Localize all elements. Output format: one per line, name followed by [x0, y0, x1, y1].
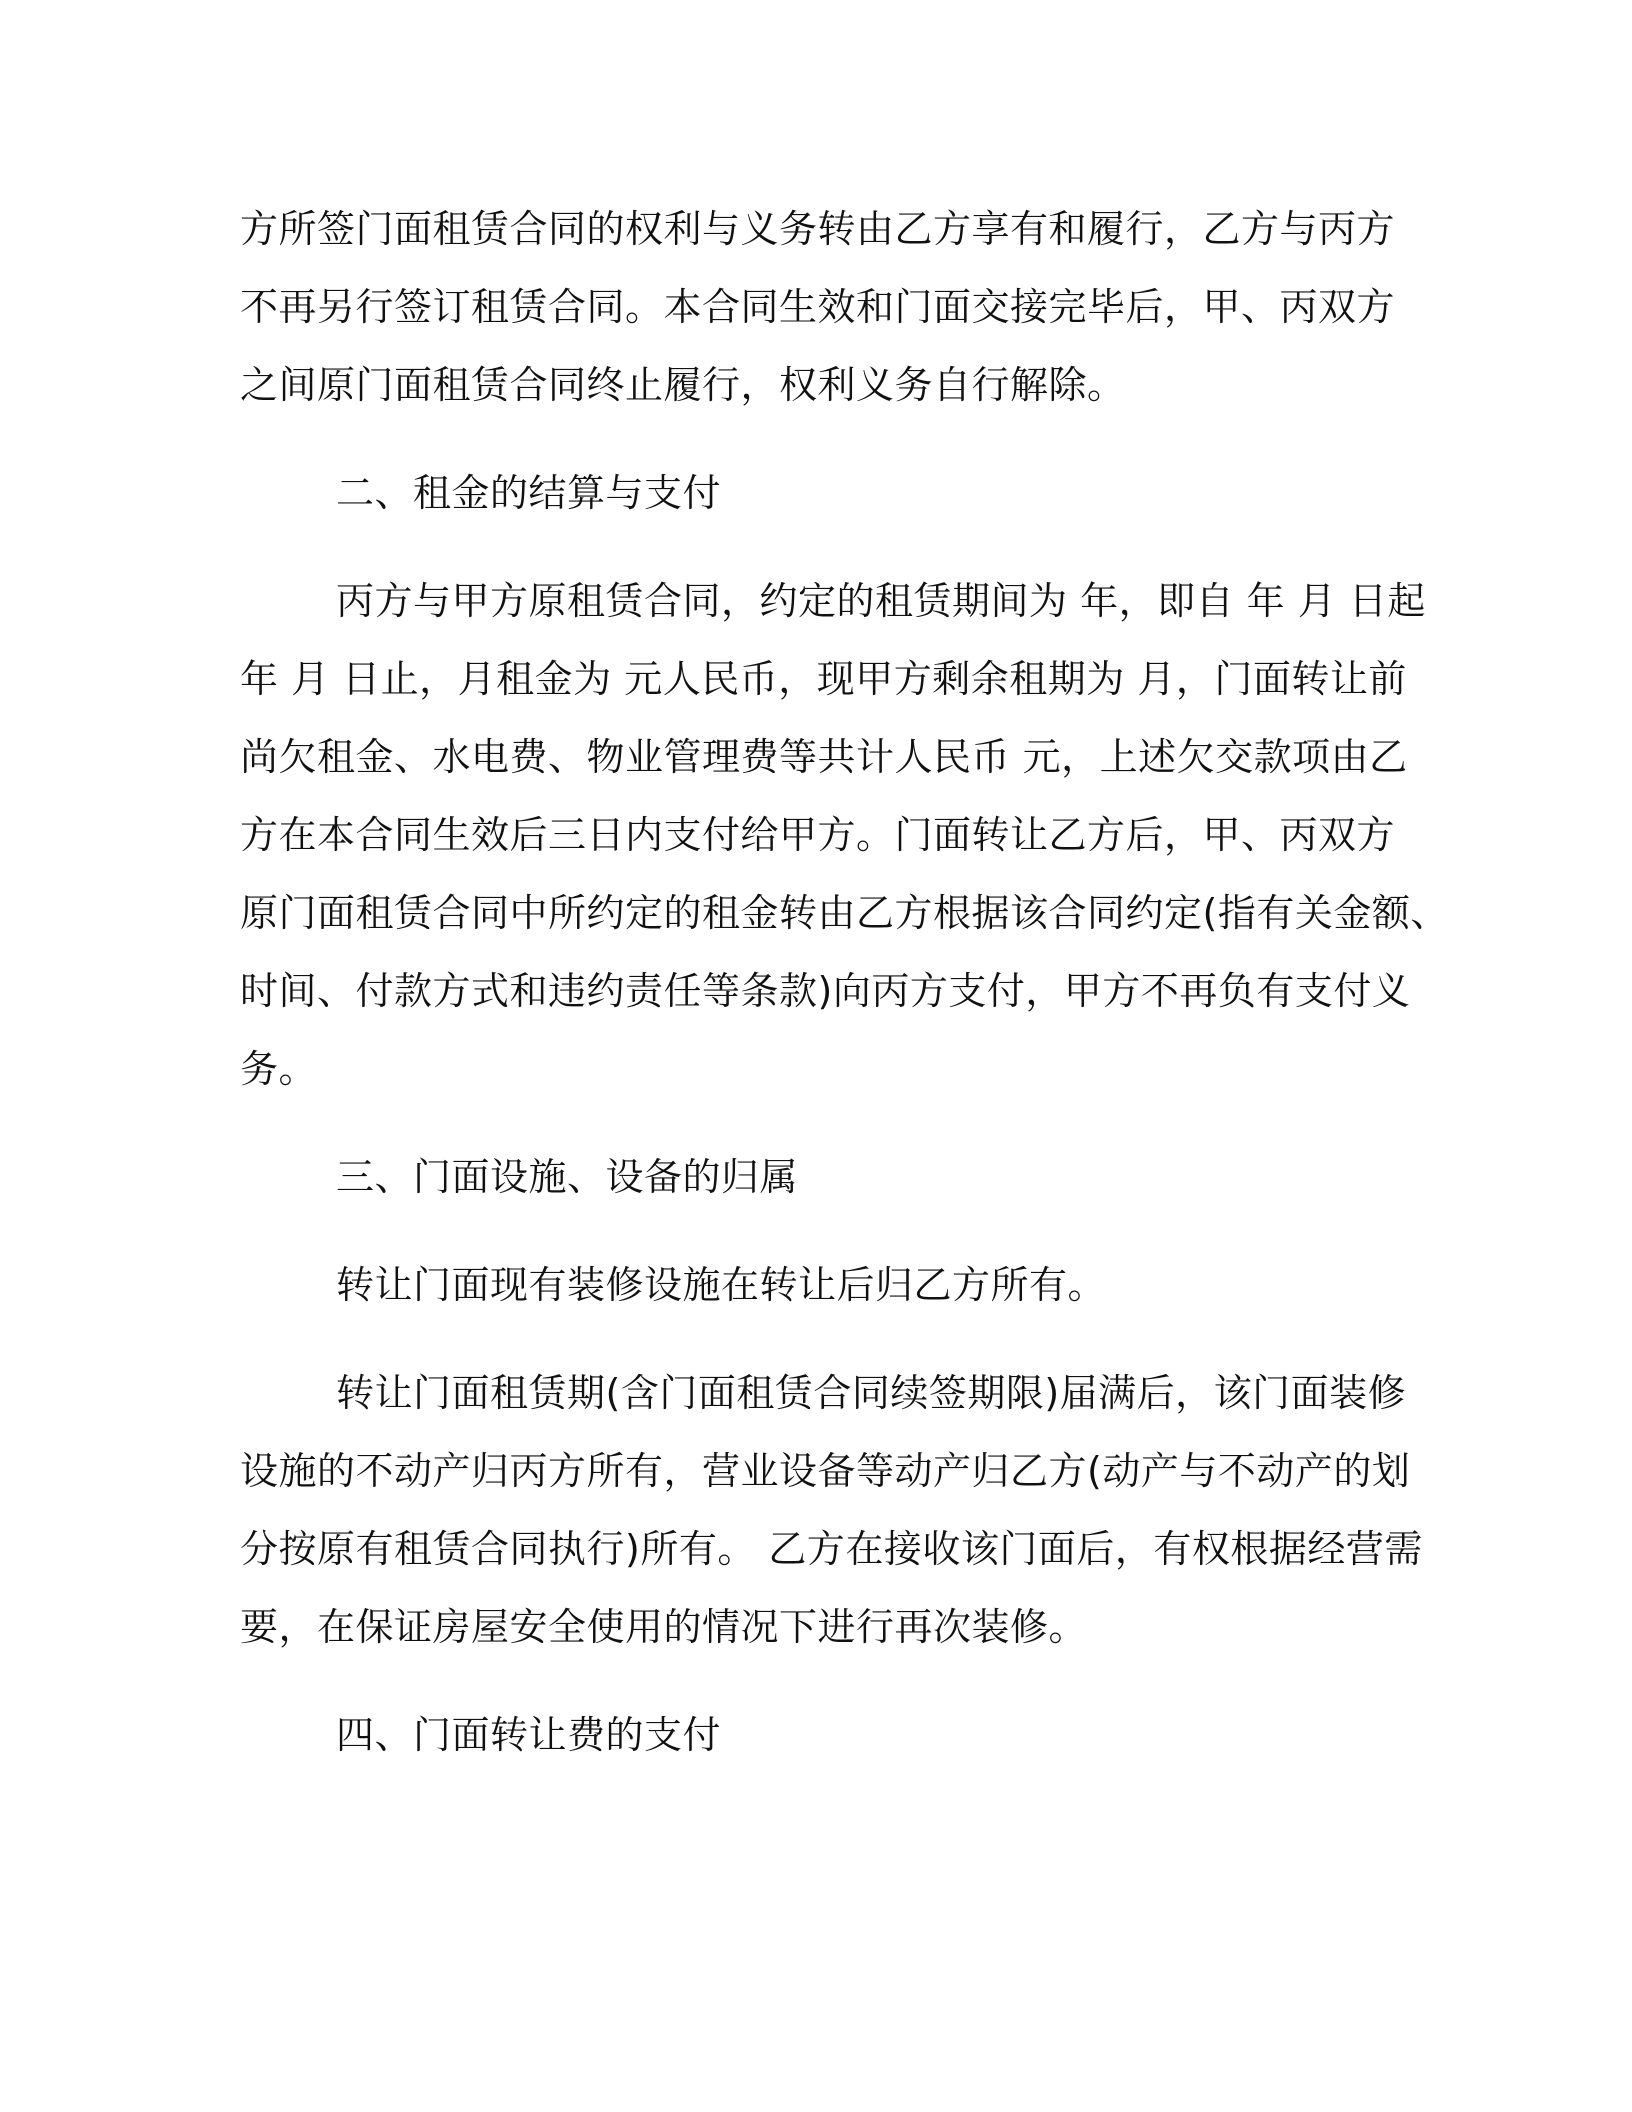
section-heading-rent: 二、租金的结算与支付: [336, 471, 722, 515]
document-page: [240, 190, 1449, 1774]
text-line: 原门面租赁合同中所约定的租金转由乙方根据该合同约定(指有关金额、: [240, 891, 1449, 935]
text-line: 丙方与甲方原租赁合同，约定的租赁期间为 年，即自 年 月 日起: [336, 579, 1426, 623]
text-line: 时间、付款方式和违约责任等条款)向丙方支付，甲方不再负有支付义: [240, 969, 1411, 1013]
text-line: 分按原有租赁合同执行)所有。 乙方在接收该门面后，有权根据经营需: [240, 1527, 1423, 1571]
text-line: 方所签门面租赁合同的权利与义务转由乙方享有和履行，乙方与丙方: [240, 207, 1396, 251]
section-heading-facilities: 三、门面设施、设备的归属: [336, 1155, 799, 1199]
paragraph-lease-expiry: [240, 1354, 1423, 1666]
text-line: 不再另行签订租赁合同。本合同生效和门面交接完毕后，甲、丙双方: [240, 285, 1396, 329]
text-line: 之间原门面租赁合同终止履行，权利义务自行解除。: [240, 363, 1126, 407]
text-line: 转让门面租赁期(含门面租赁合同续签期限)届满后，该门面装修: [336, 1371, 1407, 1415]
text-line: 尚欠租金、水电费、物业管理费等共计人民币 元，上述欠交款项由乙: [240, 735, 1408, 779]
text-line: 方在本合同生效后三日内支付给甲方。门面转让乙方后，甲、丙双方: [240, 813, 1396, 857]
paragraph-decoration-ownership: [240, 1246, 1400, 1324]
text-line: 年 月 日止，月租金为 元人民币，现甲方剩余租期为 月，门面转让前: [240, 657, 1407, 701]
text-line: 要，在保证房屋安全使用的情况下进行再次装修。: [240, 1605, 1088, 1649]
text-line: 转让门面现有装修设施在转让后归乙方所有。: [336, 1263, 1107, 1307]
text-line: 务。: [240, 1047, 318, 1091]
section-heading-transfer-fee: 四、门面转让费的支付: [336, 1713, 722, 1757]
paragraph-rent-settlement: [240, 562, 1449, 1108]
paragraph-transfer-rights: [240, 190, 1400, 424]
text-line: 设施的不动产归丙方所有，营业设备等动产归乙方(动产与不动产的划: [240, 1449, 1411, 1493]
